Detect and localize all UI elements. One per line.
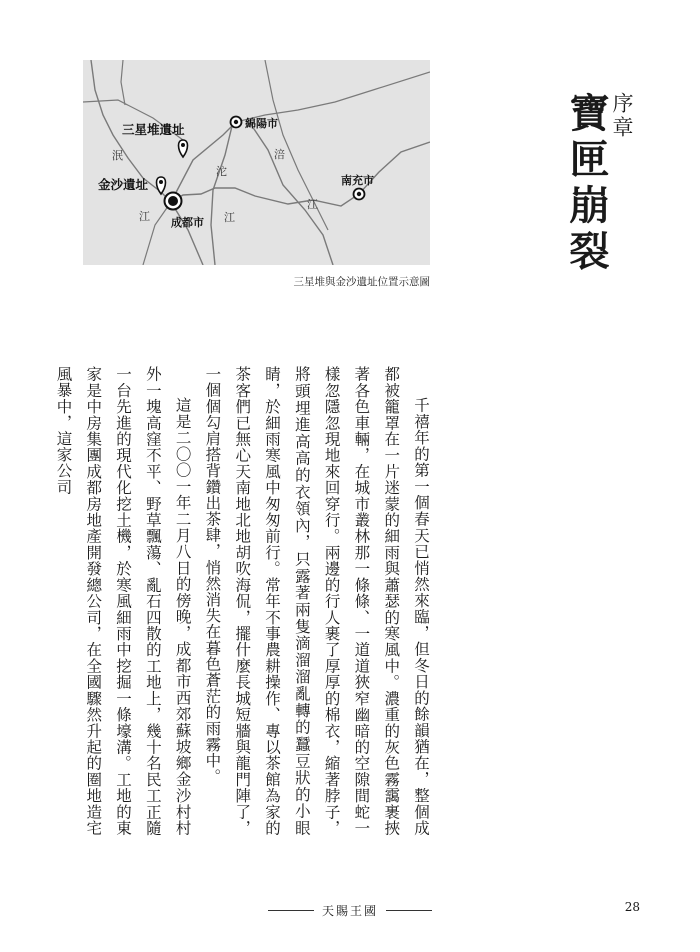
mianyang-label: 綿陽市 [245, 117, 278, 130]
body-text [54, 366, 435, 836]
river-label-fu-jiang: 江 [307, 198, 318, 211]
map-background [83, 60, 430, 265]
chapter-title: 寶匣崩裂 [563, 92, 610, 276]
nanchong-dot [357, 192, 361, 196]
river-label-tuo: 沱 [216, 165, 227, 178]
river-label-tuo-jiang: 江 [224, 211, 235, 224]
chengdu-dot [168, 196, 178, 206]
paragraph: 這是二〇〇一年二月八日的傍晚，成都市西郊蘇坡鄉金沙村村外一塊高窪不平、野草飄蕩、亂石四散的工地上，幾十名民工正隨一台先進的現代化挖土機，於寒風細雨中挖掘一條壕溝。工地的東家是中房集團成都房地產開發總公司，在全國驟然升起的圈地造宅風暴中，這家公司 [54, 366, 192, 836]
sanxingdui-label: 三星堆遺址 [122, 122, 185, 137]
footer-rule-right [386, 910, 432, 911]
sanxingdui-pin-dot [181, 143, 185, 147]
paragraph: 千禧年的第一個春天已悄然來臨，但冬日的餘韻猶在，整個成都被籠罩在一片迷蒙的細雨與蕭瑟的寒風中。濃重的灰色霧靄裹挾著各色車輛，在城市叢林那一條條、一道道狹窄幽暗的空隙間蛇一樣忽隱忽現地來回穿行。兩邊的行人裹了厚厚的棉衣，縮著脖子，將頭埋進高高的衣領內，只露著兩隻滴溜溜亂轉的蠶豆狀的小眼睛，於細雨寒風中匆匆前行。常年不事農耕操作、專以茶館為家的茶客們已無心天南地北地胡吹海侃，擺什麼長城短牆與龍門陣了，一個個勾肩搭背鑽出茶肆，悄然消失在暮色蒼茫的雨霧中。 [203, 366, 430, 836]
mianyang-dot [234, 120, 238, 124]
map-caption: 三星堆與金沙遺址位置示意圖 [293, 276, 430, 288]
location-map [83, 60, 430, 265]
map-graphic [83, 60, 430, 265]
river-label-fu: 涪 [274, 148, 285, 161]
river-label-min: 泯 [112, 149, 123, 162]
footer-book-title: 天賜王國 [321, 904, 378, 918]
running-footer [0, 902, 700, 918]
chapter-label: 序章 [610, 92, 634, 140]
jinsha-label: 金沙遺址 [98, 177, 149, 192]
chengdu-label: 成都市 [171, 216, 204, 229]
jinsha-pin-dot [159, 180, 163, 184]
footer-rule-left [268, 910, 314, 911]
river-label-min-jiang: 江 [139, 210, 150, 223]
nanchong-label: 南充市 [341, 174, 374, 187]
page-number: 28 [624, 900, 640, 914]
